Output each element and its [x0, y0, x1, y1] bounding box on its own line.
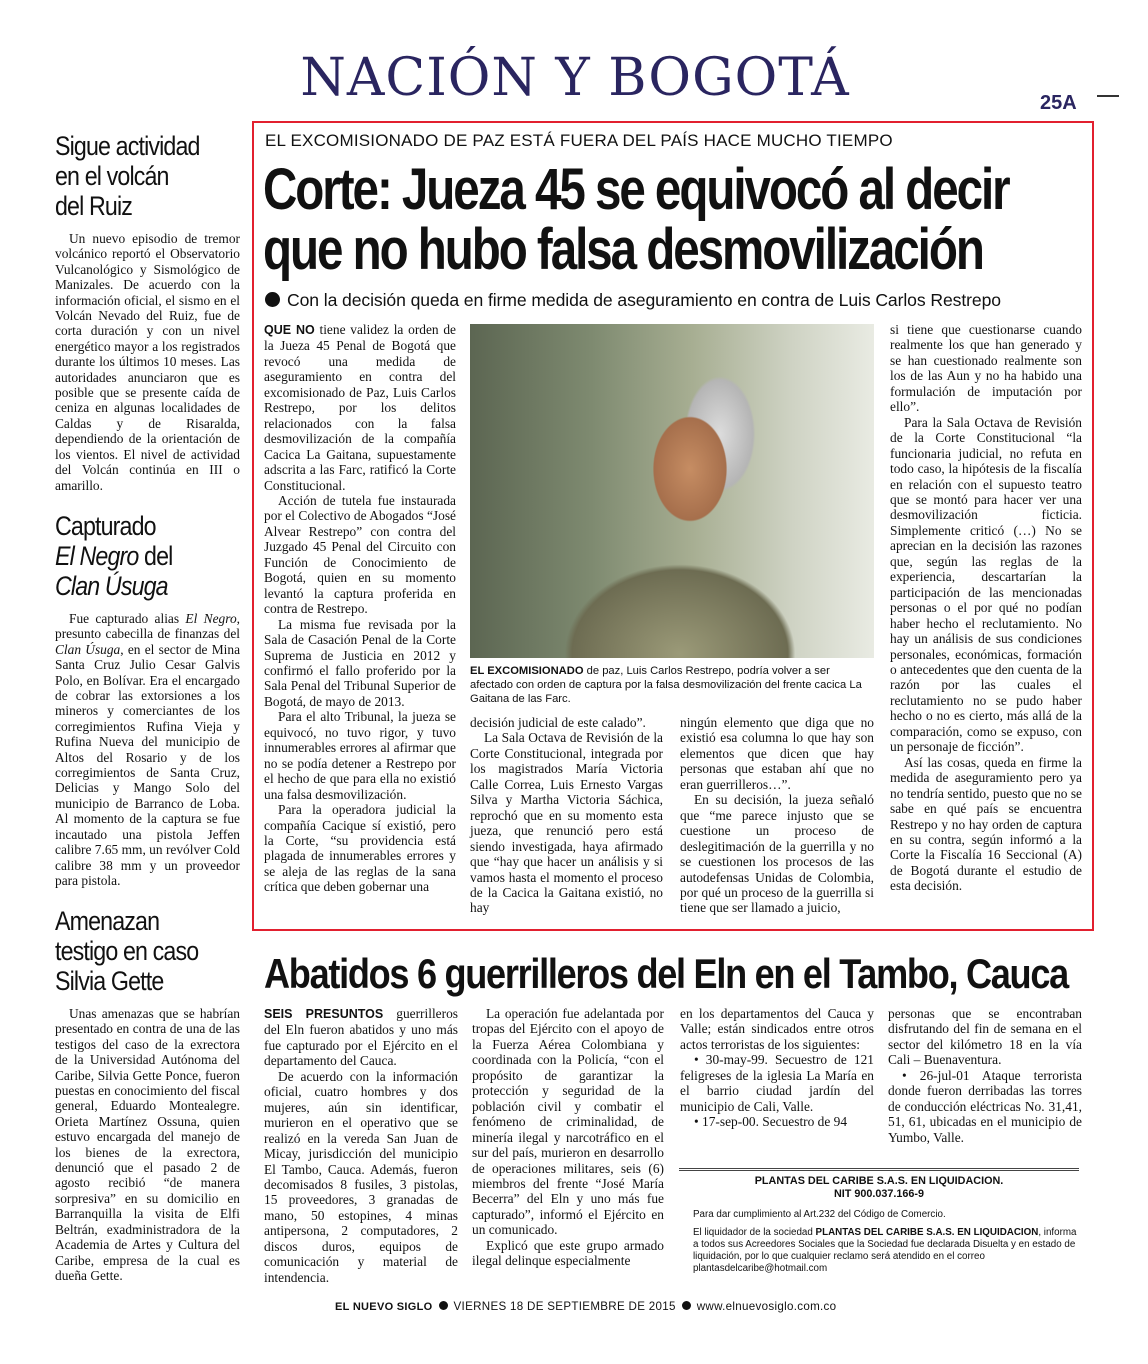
sidebar-brief-capture — [55, 511, 240, 888]
notice-intro: Para dar cumplimiento al Art.232 del Código de Comercio. — [693, 1209, 946, 1220]
notice-nit: NIT 900.037.166-9 — [833, 1188, 925, 1200]
photo-caption — [470, 664, 874, 706]
newspaper-logo: EL NUEVO SIGLO — [335, 1301, 433, 1313]
legal-notice — [679, 1168, 1079, 1288]
paragraph: ningún elemento que diga que no existió esa columna lo que hay son elementos que dicen que hay personas que estaban ahí que no eran guerrilleros…”. — [680, 715, 874, 792]
brief-body — [55, 611, 240, 888]
second-column-1 — [264, 1006, 458, 1285]
paragraph: La operación fue adelantada por tropas del Ejército con el apoyo de la Fuerza Aérea Colombiana y coordinada con la Policía, “con el propósito de garantizar la protección y seguridad de la población civil y combatir el fenómeno de criminalidad, de minería ilegal y narcotráfico en el sur del país, murieron en desarrollo de operaciones militares, seis (6) miembros del frente “José María Becerra” del Eln y uno más fue capturado”, informó el Ejército en un comunicado. — [472, 1006, 664, 1238]
paragraph: si tiene que cuestionarse cuando realmente los que han generado y se han cuestionado realmente son los de las Aun y no ha habido una formulación de imputación por ello”. — [890, 322, 1082, 415]
footer-date: VIERNES 18 DE SEPTIEMBRE DE 2015 — [453, 1300, 676, 1313]
article-column-4 — [890, 322, 1082, 894]
section-title: NACIÓN Y BOGOTÁ — [300, 48, 850, 108]
page-footer — [335, 1300, 836, 1313]
subhead-text: Con la decisión queda en firme medida de aseguramiento en contra de Luis Carlos Restrepo — [287, 290, 1001, 310]
article-column-2 — [470, 715, 663, 916]
article-column-3 — [680, 715, 874, 916]
paragraph: Así las cosas, queda en firme la medida de aseguramiento pero ya no tendría sentido, puesto que no se sabe en qué país se encuentra Restrepo y no hay orden de captura en su contra, según informó a la Corte la Fiscalía 16 Seccional (A) de Bogotá durante el estudio de esta decisión. — [890, 754, 1082, 894]
article-kicker: EL EXCOMISIONADO DE PAZ ESTÁ FUERA DEL PAÍS HACE MUCHO TIEMPO — [265, 131, 893, 150]
second-column-3 — [680, 1006, 874, 1130]
sidebar-brief-threat — [55, 906, 240, 1283]
brief-headline: Sigue actividad en el volcán del Ruiz — [55, 131, 200, 221]
article-subhead — [265, 290, 1095, 311]
article-headline: Corte: Jueza 45 se equivocó al decir que no hubo falsa desmovilización — [263, 157, 1009, 282]
decorative-dash — [1097, 95, 1119, 97]
bullet-icon — [265, 292, 280, 307]
paragraph: • 17-sep-00. Secuestro de 94 — [694, 1114, 848, 1130]
paragraph: • 26-jul-01 Ataque terrorista donde fueron derribadas las torres de conducción eléctricas No. 31,41, 51, 61, ubicadas en el municipio de Yumbo, Valle. — [888, 1067, 1082, 1145]
notice-title: PLANTAS DEL CARIBE S.A.S. EN LIQUIDACION. — [754, 1175, 1004, 1187]
paragraph: en los departamentos del Cauca y Valle; están sindicados entre otros actos terroristas de los siguientes: — [680, 1006, 874, 1052]
article-column-1 — [264, 322, 456, 895]
paragraph: Para el alto Tribunal, la jueza se equivocó, no tuvo rigor, y tuvo innumerables errores al afirmar que no se podía detener a Restrepo por el hecho de que para ella no existió una falsa desmovilización. — [264, 709, 456, 802]
paragraph: personas que se encontraban disfrutando del fin de semana en el sector del kilómetro 18 en la vía Cali – Buenaventura. — [888, 1006, 1082, 1068]
notice-text: El liquidador de la sociedad PLANTAS DEL CARIBE S.A.S. EN LIQUIDACION, informa a todos sus Acreedores Sociales que la Sociedad fue declarada Disuelta y en estado de liquidación, por lo que cualquier reclamo será atendido en el correo plantasdelcaribe@hotmail.com — [693, 1227, 1077, 1274]
lead-text: tiene validez la orden de la Jueza 45 Penal de Bogotá que revocó una medida de aseguramiento en contra del excomisionado de Paz, Luis Carlos Restrepo, por los delitos relacionados con la falsa desmovilización de la compañía Cacica La Gaitana, supuestamente adscrita a las Farc, ratificó la Corte Constitucional. — [264, 322, 457, 493]
paragraph: En su decisión, la jueza señaló que “me parece injusto que se cuestione un proceso de deslegitimación de la guerrilla y no se cuestionen los procesos de las autodefensas Unidas de Colombia, por qué un proceso de la guerrilla si tiene que ser llamado a juicio, — [680, 792, 874, 916]
lead-words: SEIS PRESUNTOS — [264, 1007, 384, 1021]
brief-headline: Amenazan testigo en caso Silvia Gette — [55, 906, 199, 996]
brief-body — [55, 1006, 240, 1283]
bullet-icon — [682, 1301, 691, 1310]
sidebar-brief-volcano — [55, 131, 240, 493]
portrait-photo — [470, 324, 874, 658]
brief-paragraph: Unas amenazas que se habrían presentado en contra de una de las testigos del caso de la exrectora de la Universidad Autónoma del Caribe, Silvia Gette Ponce, fueron puestas en conocimiento del fiscal general, Eduardo Montealegre. Orieta Martínez Ossuna, quien estuvo encargada del manejo de los bienes de la exrectora, denunció que el pasado 2 de agosto recibió “de manera sorpresiva” en su domicilio en Barranquilla la visita de Elfi Beltrán, exadministradora de la Academia de Artes y Cultura del Caribe, empresa de la cual es dueña Gette. — [55, 1006, 240, 1283]
second-article-headline: Abatidos 6 guerrilleros del Eln en el Tambo, Cauca — [264, 950, 1068, 997]
brief-body — [55, 231, 240, 493]
paragraph: Para la operadora judicial la compañía Cacique sí existió, pero la Corte, “su providencia está plagada de innumerables errores y se aleja de las reglas de la sana crítica que deben gobernar una — [264, 802, 456, 895]
paragraph: Acción de tutela fue instaurada por el Colectivo de Abogados “José Alvear Restrepo” con contra del Juzgado 45 Penal del Circuito con Función de Conocimiento de Bogotá, quien en su momento levantó la captura proferida en contra de Restrepo. — [264, 492, 456, 617]
second-column-4 — [888, 1006, 1082, 1145]
paragraph: De acuerdo con la información oficial, cuatro hombres y dos mujeres, aún sin identificar, murieron en el operativo que se realizó en la vereda San Juan de Micay, jurisdicción del municipio El Tambo, Cauca. Además, fueron decomisados 8 fusiles, 3 pistolas, 15 proveedores, 3 granadas de mano, 50 estopines, 4 minas antipersona, 2 computadores, 2 discos duros, equipos de comunicación y material de intendencia. — [264, 1068, 458, 1285]
paragraph: La Sala Octava de Revisión de la Corte Constitucional, integrada por los magistrados María Victoria Calle Correa, Luis Ernesto Vargas Silva y Martha Victoria Sáchica, reprochó que en su momento esta jueza, que renunció pero está siendo investigada, haya afirmado que “hay que hacer un análisis y si vamos hasta el momento el proceso de la Cacica la Gaitana existió, no hay — [470, 730, 663, 916]
paragraph: La misma fue revisada por la Sala de Casación Penal de la Corte Suprema de Justicia en 2012 y confirmó el fallo proferido por la Sala Penal del Tribunal Superior de Bogotá, de mayo de 2013. — [264, 616, 456, 709]
second-column-2 — [472, 1006, 664, 1269]
caption-bold: EL EXCOMISIONADO — [470, 665, 584, 677]
paragraph: • 30-may-99. Secuestro de 121 feligreses de la iglesia La María en el barrio ciudad jardín del municipio de Cali, Valle. — [680, 1052, 874, 1114]
footer-url: www.elnuevosiglo.com.co — [696, 1300, 837, 1313]
brief-paragraph: Un nuevo episodio de tremor volcánico reportó el Observatorio Vulcanológico y Sismológico de Manizales. De acuerdo con la información oficial, el sismo en el Volcán Nevado del Ruiz, fue de corta duración y con un nivel energético mayor a los registrados durante los últimos 10 meses. Las autoridades anunciaron que es posible que se presente caída de ceniza en algunas localidades de Caldas y de Risaralda, dependiendo de la orientación de los vientos. El nivel de actividad del Volcán continúa en III o amarillo. — [55, 231, 240, 493]
page-number: 25A — [1040, 92, 1077, 114]
lead-text: guerrilleros del Eln fueron abatidos y uno más fue capturado por el Ejército en el departamento del Cauca. — [264, 1006, 458, 1069]
lead-paragraph — [264, 1006, 458, 1069]
bullet-icon — [439, 1301, 448, 1310]
brief-headline: Capturado El Negro del Clan Úsuga — [55, 511, 173, 601]
paragraph: decisión judicial de este calado”. — [470, 715, 646, 730]
brief-paragraph: Fue capturado alias El Negro, presunto cabecilla de finanzas del Clan Úsuga, en el sector de Mina Santa Cruz Julio Cesar Galvis Polo, en Bolívar. Era el encargado de cobrar las extorsiones a los mineros y comerciantes de los corregimientos Rufina Vieja y Rufina Nueva del municipio de Altos del Rosario y de los corregimientos de Santa Cruz, Delicias y Mango Solo del municipio de Barranco de Loba. Al momento de la captura se fue incautado una pistola Jeffen calibre 7.65 mm, un revólver Cold calibre 38 mm y un proveedor para pistola. — [55, 611, 241, 888]
caption-text: de paz, Luis Carlos Restrepo, podría volver a ser afectado con orden de captura por la falsa desmovilización del frente cacica La Gaitana de las Farc. — [470, 665, 862, 705]
paragraph: Explicó que este grupo armado ilegal delinque especialmente — [472, 1237, 664, 1269]
lead-words: QUE NO — [264, 323, 315, 337]
lead-paragraph — [264, 322, 456, 493]
paragraph: Para la Sala Octava de Revisión de la Corte Constitucional “la funcionaria judicial, no refuta en todo caso, la hipótesis de la fiscalía en relación con el supuesto teatro que se montó para hacer ver una desmovilización ficticia. Simplemente criticó (…) No se aprecian en la decisión las razones que, según las reglas de la experiencia, descartarían la participación de las mencionadas personas o el por qué no podían haber hecho el reclutamiento. No hay un análisis de sus condiciones personales, económicas, formación o antecedentes que den cuenta de la razón por las cuales el reclutamiento no se pudo haber hecho o no es cierto, más allá de la comparación, como se expuso, con un personaje de ficción”. — [890, 414, 1082, 755]
